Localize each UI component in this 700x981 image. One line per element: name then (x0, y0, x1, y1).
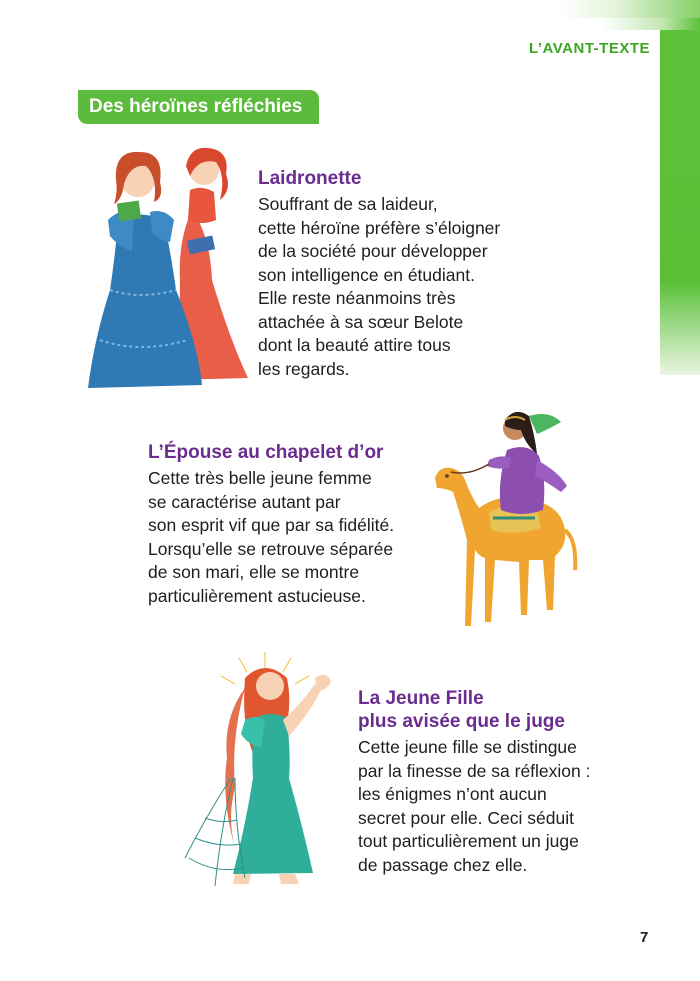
heroine-jeune-fille (358, 687, 591, 877)
heroine-laidronette (258, 167, 500, 381)
heroine-description: Cette jeune fille se distingue par la finesse de sa réflexion : les énigmes n’ont aucun secret pour elle. Ceci séduit tout particulièrement un juge de passage chez elle. (358, 737, 591, 875)
woman-on-camel-illustration (425, 400, 585, 640)
green-margin-band (660, 0, 700, 375)
two-sisters-illustration (80, 140, 255, 395)
page-number: 7 (640, 929, 649, 946)
heroine-name: L’Épouse au chapelet d’or (148, 442, 384, 463)
section-title: Des héroïnes réfléchies (78, 90, 319, 124)
heroine-description: Souffrant de sa laideur, cette héroïne préfère s’éloigner de la société pour développer son intelligence en étudiant. Elle reste néanmoins très attachée à sa sœur Belote dont la beauté attire tous les regards. (258, 194, 501, 379)
header-gradient-lower (600, 18, 700, 30)
heroine-name: Laidronette (258, 168, 362, 189)
heroine-name-line1: La Jeune Fille (358, 688, 484, 709)
heroine-name-line2: plus avisée que le juge (358, 711, 565, 732)
running-header: L’AVANT-TEXTE (529, 40, 650, 57)
girl-with-net-illustration (175, 648, 355, 903)
heroine-description: Cette très belle jeune femme se caractérise autant par son esprit vif que par sa fidélité. Lorsqu’elle se retrouve séparée de son mari, elle se montre particulièrement astucieuse. (148, 468, 395, 606)
header-gradient (560, 0, 700, 18)
heroine-epouse (148, 441, 394, 608)
